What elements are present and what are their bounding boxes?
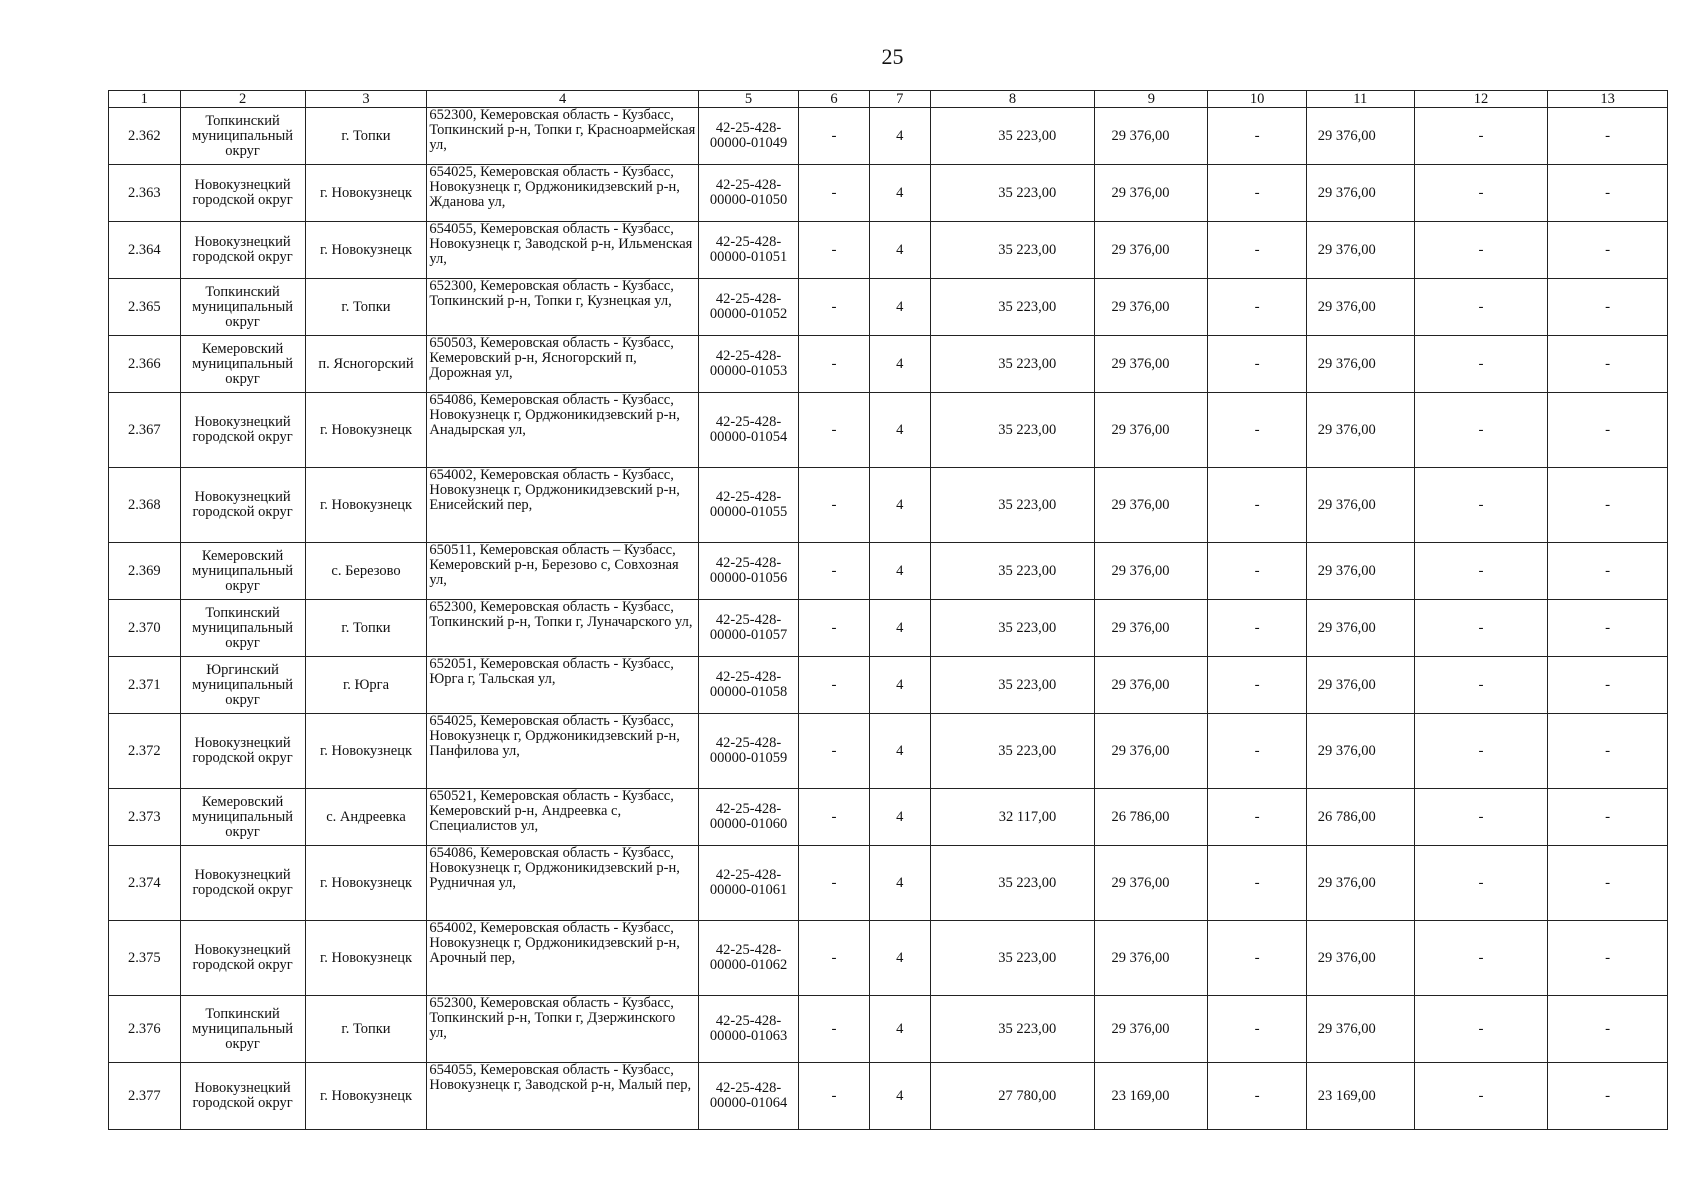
column-header: 6 xyxy=(799,91,870,108)
column-12-cell: - xyxy=(1414,921,1548,996)
address-cell: 652051, Кемеровская область - Кузбасс, Юрга г, Тальская ул, xyxy=(427,657,698,714)
column-12-cell: - xyxy=(1414,657,1548,714)
district-cell: Юргинский муниципальный округ xyxy=(180,657,305,714)
column-11-cell: 26 786,00 xyxy=(1306,789,1414,846)
column-9-cell: 29 376,00 xyxy=(1095,996,1208,1063)
locality-cell: г. Новокузнецк xyxy=(305,222,427,279)
district-cell: Топкинский муниципальный округ xyxy=(180,996,305,1063)
table-row xyxy=(109,336,1668,393)
column-6-cell: - xyxy=(799,1063,870,1130)
column-8-cell: 32 117,00 xyxy=(930,789,1095,846)
district-cell: Топкинский муниципальный округ xyxy=(180,108,305,165)
row-number-cell: 2.375 xyxy=(109,921,181,996)
column-10-cell: - xyxy=(1208,543,1306,600)
district-cell: Новокузнецкий городской округ xyxy=(180,165,305,222)
column-7-cell: 4 xyxy=(869,996,930,1063)
column-header: 1 xyxy=(109,91,181,108)
column-11-cell: 29 376,00 xyxy=(1306,657,1414,714)
table-row xyxy=(109,279,1668,336)
column-9-cell: 29 376,00 xyxy=(1095,165,1208,222)
column-6-cell: - xyxy=(799,336,870,393)
table-row xyxy=(109,165,1668,222)
column-13-cell: - xyxy=(1548,714,1668,789)
address-cell: 650503, Кемеровская область - Кузбасс, Кемеровский р-н, Ясногорский п, Дорожная ул, xyxy=(427,336,698,393)
column-9-cell: 29 376,00 xyxy=(1095,657,1208,714)
locality-cell: г. Новокузнецк xyxy=(305,165,427,222)
column-8-cell: 35 223,00 xyxy=(930,279,1095,336)
registry-code-cell: 42-25-428-00000-01053 xyxy=(698,336,798,393)
column-11-cell: 29 376,00 xyxy=(1306,921,1414,996)
column-header: 4 xyxy=(427,91,698,108)
column-11-cell: 29 376,00 xyxy=(1306,336,1414,393)
column-11-cell: 29 376,00 xyxy=(1306,714,1414,789)
column-11-cell: 29 376,00 xyxy=(1306,543,1414,600)
column-12-cell: - xyxy=(1414,222,1548,279)
table-row xyxy=(109,846,1668,921)
column-6-cell: - xyxy=(799,165,870,222)
column-12-cell: - xyxy=(1414,996,1548,1063)
registry-code-cell: 42-25-428-00000-01054 xyxy=(698,393,798,468)
column-9-cell: 29 376,00 xyxy=(1095,921,1208,996)
district-cell: Топкинский муниципальный округ xyxy=(180,600,305,657)
locality-cell: г. Новокузнецк xyxy=(305,393,427,468)
column-10-cell: - xyxy=(1208,1063,1306,1130)
locality-cell: г. Топки xyxy=(305,279,427,336)
column-6-cell: - xyxy=(799,714,870,789)
column-13-cell: - xyxy=(1548,996,1668,1063)
locality-cell: с. Березово xyxy=(305,543,427,600)
address-cell: 654025, Кемеровская область - Кузбасс, Новокузнецк г, Орджоникидзевский р-н, Панфилова ул, xyxy=(427,714,698,789)
row-number-cell: 2.371 xyxy=(109,657,181,714)
address-cell: 654086, Кемеровская область - Кузбасс, Новокузнецк г, Орджоникидзевский р-н, Рудничная ул, xyxy=(427,846,698,921)
address-cell: 652300, Кемеровская область - Кузбасс, Топкинский р-н, Топки г, Красноармейская ул, xyxy=(427,108,698,165)
locality-cell: г. Юрга xyxy=(305,657,427,714)
registry-code-cell: 42-25-428-00000-01062 xyxy=(698,921,798,996)
column-11-cell: 29 376,00 xyxy=(1306,222,1414,279)
column-12-cell: - xyxy=(1414,468,1548,543)
row-number-cell: 2.373 xyxy=(109,789,181,846)
row-number-cell: 2.362 xyxy=(109,108,181,165)
column-10-cell: - xyxy=(1208,600,1306,657)
column-8-cell: 35 223,00 xyxy=(930,600,1095,657)
column-11-cell: 29 376,00 xyxy=(1306,108,1414,165)
column-7-cell: 4 xyxy=(869,543,930,600)
column-7-cell: 4 xyxy=(869,1063,930,1130)
column-header: 10 xyxy=(1208,91,1306,108)
locality-cell: г. Новокузнецк xyxy=(305,468,427,543)
row-number-cell: 2.370 xyxy=(109,600,181,657)
column-9-cell: 29 376,00 xyxy=(1095,600,1208,657)
table-row xyxy=(109,789,1668,846)
column-6-cell: - xyxy=(799,921,870,996)
column-9-cell: 29 376,00 xyxy=(1095,279,1208,336)
column-number-row xyxy=(109,91,1668,108)
table-row xyxy=(109,714,1668,789)
address-cell: 652300, Кемеровская область - Кузбасс, Топкинский р-н, Топки г, Кузнецкая ул, xyxy=(427,279,698,336)
column-6-cell: - xyxy=(799,543,870,600)
column-10-cell: - xyxy=(1208,921,1306,996)
table-row xyxy=(109,108,1668,165)
column-6-cell: - xyxy=(799,468,870,543)
row-number-cell: 2.376 xyxy=(109,996,181,1063)
row-number-cell: 2.372 xyxy=(109,714,181,789)
address-cell: 654055, Кемеровская область - Кузбасс, Новокузнецк г, Заводской р-н, Малый пер, xyxy=(427,1063,698,1130)
registry-code-cell: 42-25-428-00000-01056 xyxy=(698,543,798,600)
registry-code-cell: 42-25-428-00000-01050 xyxy=(698,165,798,222)
column-11-cell: 29 376,00 xyxy=(1306,846,1414,921)
column-9-cell: 23 169,00 xyxy=(1095,1063,1208,1130)
column-9-cell: 29 376,00 xyxy=(1095,108,1208,165)
locality-cell: г. Новокузнецк xyxy=(305,921,427,996)
column-10-cell: - xyxy=(1208,393,1306,468)
column-6-cell: - xyxy=(799,108,870,165)
column-11-cell: 29 376,00 xyxy=(1306,468,1414,543)
column-8-cell: 35 223,00 xyxy=(930,222,1095,279)
column-11-cell: 29 376,00 xyxy=(1306,279,1414,336)
column-10-cell: - xyxy=(1208,468,1306,543)
column-10-cell: - xyxy=(1208,279,1306,336)
column-12-cell: - xyxy=(1414,165,1548,222)
district-cell: Новокузнецкий городской округ xyxy=(180,468,305,543)
table-row xyxy=(109,921,1668,996)
column-11-cell: 29 376,00 xyxy=(1306,996,1414,1063)
column-8-cell: 35 223,00 xyxy=(930,543,1095,600)
column-12-cell: - xyxy=(1414,600,1548,657)
column-8-cell: 35 223,00 xyxy=(930,393,1095,468)
column-10-cell: - xyxy=(1208,108,1306,165)
column-header: 13 xyxy=(1548,91,1668,108)
column-11-cell: 23 169,00 xyxy=(1306,1063,1414,1130)
column-9-cell: 29 376,00 xyxy=(1095,222,1208,279)
column-12-cell: - xyxy=(1414,279,1548,336)
district-cell: Топкинский муниципальный округ xyxy=(180,279,305,336)
column-10-cell: - xyxy=(1208,846,1306,921)
column-13-cell: - xyxy=(1548,279,1668,336)
row-number-cell: 2.369 xyxy=(109,543,181,600)
column-13-cell: - xyxy=(1548,543,1668,600)
column-8-cell: 35 223,00 xyxy=(930,165,1095,222)
address-cell: 652300, Кемеровская область - Кузбасс, Топкинский р-н, Топки г, Луначарского ул, xyxy=(427,600,698,657)
locality-cell: г. Топки xyxy=(305,600,427,657)
table-row xyxy=(109,393,1668,468)
column-7-cell: 4 xyxy=(869,468,930,543)
column-12-cell: - xyxy=(1414,393,1548,468)
table-row xyxy=(109,222,1668,279)
column-13-cell: - xyxy=(1548,336,1668,393)
address-cell: 652300, Кемеровская область - Кузбасс, Топкинский р-н, Топки г, Дзержинского ул, xyxy=(427,996,698,1063)
column-13-cell: - xyxy=(1548,1063,1668,1130)
table-row xyxy=(109,1063,1668,1130)
column-13-cell: - xyxy=(1548,846,1668,921)
column-6-cell: - xyxy=(799,222,870,279)
column-7-cell: 4 xyxy=(869,336,930,393)
row-number-cell: 2.374 xyxy=(109,846,181,921)
column-6-cell: - xyxy=(799,789,870,846)
column-header: 11 xyxy=(1306,91,1414,108)
column-9-cell: 29 376,00 xyxy=(1095,846,1208,921)
column-7-cell: 4 xyxy=(869,393,930,468)
column-7-cell: 4 xyxy=(869,108,930,165)
district-cell: Новокузнецкий городской округ xyxy=(180,222,305,279)
column-8-cell: 35 223,00 xyxy=(930,846,1095,921)
column-8-cell: 35 223,00 xyxy=(930,921,1095,996)
address-cell: 654002, Кемеровская область - Кузбасс, Новокузнецк г, Орджоникидзевский р-н, Енисейский пер, xyxy=(427,468,698,543)
column-13-cell: - xyxy=(1548,393,1668,468)
column-10-cell: - xyxy=(1208,789,1306,846)
column-8-cell: 35 223,00 xyxy=(930,468,1095,543)
column-9-cell: 29 376,00 xyxy=(1095,393,1208,468)
column-header: 9 xyxy=(1095,91,1208,108)
district-cell: Новокузнецкий городской округ xyxy=(180,921,305,996)
district-cell: Новокузнецкий городской округ xyxy=(180,714,305,789)
column-9-cell: 29 376,00 xyxy=(1095,336,1208,393)
column-7-cell: 4 xyxy=(869,600,930,657)
column-6-cell: - xyxy=(799,600,870,657)
column-7-cell: 4 xyxy=(869,846,930,921)
column-7-cell: 4 xyxy=(869,165,930,222)
column-6-cell: - xyxy=(799,393,870,468)
column-8-cell: 27 780,00 xyxy=(930,1063,1095,1130)
column-9-cell: 29 376,00 xyxy=(1095,543,1208,600)
row-number-cell: 2.364 xyxy=(109,222,181,279)
address-cell: 654002, Кемеровская область - Кузбасс, Новокузнецк г, Орджоникидзевский р-н, Арочный пер, xyxy=(427,921,698,996)
column-8-cell: 35 223,00 xyxy=(930,714,1095,789)
column-6-cell: - xyxy=(799,996,870,1063)
column-6-cell: - xyxy=(799,846,870,921)
address-cell: 650521, Кемеровская область - Кузбасс, Кемеровский р-н, Андреевка с, Специалистов ул, xyxy=(427,789,698,846)
table-body xyxy=(109,91,1668,1130)
column-13-cell: - xyxy=(1548,108,1668,165)
address-cell: 654025, Кемеровская область - Кузбасс, Новокузнецк г, Орджоникидзевский р-н, Жданова ул, xyxy=(427,165,698,222)
column-8-cell: 35 223,00 xyxy=(930,108,1095,165)
column-10-cell: - xyxy=(1208,714,1306,789)
column-10-cell: - xyxy=(1208,165,1306,222)
column-13-cell: - xyxy=(1548,657,1668,714)
column-7-cell: 4 xyxy=(869,789,930,846)
registry-code-cell: 42-25-428-00000-01051 xyxy=(698,222,798,279)
registry-code-cell: 42-25-428-00000-01061 xyxy=(698,846,798,921)
table-row xyxy=(109,543,1668,600)
column-header: 2 xyxy=(180,91,305,108)
column-6-cell: - xyxy=(799,657,870,714)
column-7-cell: 4 xyxy=(869,714,930,789)
row-number-cell: 2.377 xyxy=(109,1063,181,1130)
district-cell: Кемеровский муниципальный округ xyxy=(180,543,305,600)
column-12-cell: - xyxy=(1414,543,1548,600)
column-13-cell: - xyxy=(1548,222,1668,279)
column-header: 5 xyxy=(698,91,798,108)
column-header: 7 xyxy=(869,91,930,108)
registry-code-cell: 42-25-428-00000-01063 xyxy=(698,996,798,1063)
registry-code-cell: 42-25-428-00000-01049 xyxy=(698,108,798,165)
column-10-cell: - xyxy=(1208,657,1306,714)
address-cell: 654086, Кемеровская область - Кузбасс, Новокузнецк г, Орджоникидзевский р-н, Анадырская ул, xyxy=(427,393,698,468)
column-8-cell: 35 223,00 xyxy=(930,657,1095,714)
row-number-cell: 2.363 xyxy=(109,165,181,222)
column-6-cell: - xyxy=(799,279,870,336)
locality-cell: с. Андреевка xyxy=(305,789,427,846)
column-13-cell: - xyxy=(1548,468,1668,543)
column-header: 12 xyxy=(1414,91,1548,108)
table-row xyxy=(109,600,1668,657)
column-8-cell: 35 223,00 xyxy=(930,996,1095,1063)
column-11-cell: 29 376,00 xyxy=(1306,600,1414,657)
column-12-cell: - xyxy=(1414,108,1548,165)
district-cell: Новокузнецкий городской округ xyxy=(180,846,305,921)
row-number-cell: 2.367 xyxy=(109,393,181,468)
column-12-cell: - xyxy=(1414,1063,1548,1130)
row-number-cell: 2.366 xyxy=(109,336,181,393)
column-7-cell: 4 xyxy=(869,657,930,714)
column-7-cell: 4 xyxy=(869,921,930,996)
column-9-cell: 26 786,00 xyxy=(1095,789,1208,846)
column-13-cell: - xyxy=(1548,600,1668,657)
locality-cell: г. Новокузнецк xyxy=(305,1063,427,1130)
column-9-cell: 29 376,00 xyxy=(1095,714,1208,789)
table-row xyxy=(109,468,1668,543)
table-row xyxy=(109,657,1668,714)
registry-code-cell: 42-25-428-00000-01060 xyxy=(698,789,798,846)
column-10-cell: - xyxy=(1208,222,1306,279)
district-cell: Кемеровский муниципальный округ xyxy=(180,336,305,393)
registry-code-cell: 42-25-428-00000-01055 xyxy=(698,468,798,543)
district-cell: Новокузнецкий городской округ xyxy=(180,393,305,468)
column-12-cell: - xyxy=(1414,336,1548,393)
district-cell: Новокузнецкий городской округ xyxy=(180,1063,305,1130)
column-12-cell: - xyxy=(1414,789,1548,846)
registry-code-cell: 42-25-428-00000-01059 xyxy=(698,714,798,789)
row-number-cell: 2.365 xyxy=(109,279,181,336)
registry-table xyxy=(108,90,1668,1130)
column-8-cell: 35 223,00 xyxy=(930,336,1095,393)
locality-cell: г. Топки xyxy=(305,108,427,165)
registry-code-cell: 42-25-428-00000-01058 xyxy=(698,657,798,714)
table-row xyxy=(109,996,1668,1063)
column-12-cell: - xyxy=(1414,846,1548,921)
locality-cell: г. Топки xyxy=(305,996,427,1063)
column-10-cell: - xyxy=(1208,996,1306,1063)
locality-cell: п. Ясногорский xyxy=(305,336,427,393)
column-13-cell: - xyxy=(1548,789,1668,846)
column-11-cell: 29 376,00 xyxy=(1306,393,1414,468)
district-cell: Кемеровский муниципальный округ xyxy=(180,789,305,846)
row-number-cell: 2.368 xyxy=(109,468,181,543)
page-number: 25 xyxy=(881,44,904,69)
registry-code-cell: 42-25-428-00000-01064 xyxy=(698,1063,798,1130)
column-9-cell: 29 376,00 xyxy=(1095,468,1208,543)
registry-code-cell: 42-25-428-00000-01052 xyxy=(698,279,798,336)
registry-code-cell: 42-25-428-00000-01057 xyxy=(698,600,798,657)
column-12-cell: - xyxy=(1414,714,1548,789)
locality-cell: г. Новокузнецк xyxy=(305,714,427,789)
column-13-cell: - xyxy=(1548,921,1668,996)
column-11-cell: 29 376,00 xyxy=(1306,165,1414,222)
address-cell: 650511, Кемеровская область – Кузбасс, Кемеровский р-н, Березово с, Совхозная ул, xyxy=(427,543,698,600)
locality-cell: г. Новокузнецк xyxy=(305,846,427,921)
column-10-cell: - xyxy=(1208,336,1306,393)
column-7-cell: 4 xyxy=(869,222,930,279)
address-cell: 654055, Кемеровская область - Кузбасс, Новокузнецк г, Заводской р-н, Ильменская ул, xyxy=(427,222,698,279)
column-13-cell: - xyxy=(1548,165,1668,222)
column-header: 3 xyxy=(305,91,427,108)
column-header: 8 xyxy=(930,91,1095,108)
column-7-cell: 4 xyxy=(869,279,930,336)
